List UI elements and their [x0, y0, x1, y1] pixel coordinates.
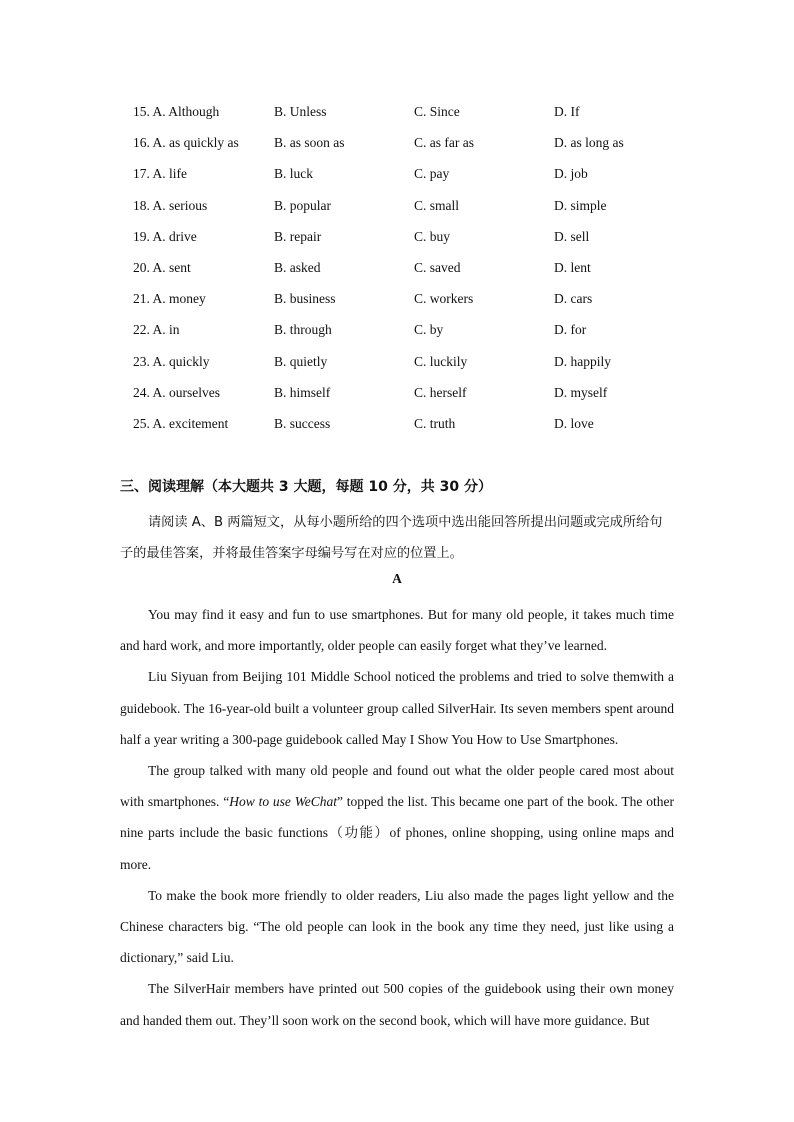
option-c: C. Since — [414, 104, 460, 119]
option-d: D. myself — [554, 384, 608, 400]
option-c: C. workers — [414, 291, 474, 307]
section-instructions: 请阅读 A、B 两篇短文，从每小题所给的四个选项中选出能回答所提出问题或完成所给句子的最佳答案，并将最佳答案字母编号写在对应的位置上。 — [120, 515, 663, 561]
option-row — [133, 413, 693, 444]
option-b: B. Unless — [274, 104, 327, 119]
option-a: 23. A. quickly — [133, 353, 210, 369]
passage-paragraph — [120, 755, 674, 880]
option-row — [133, 288, 693, 319]
option-b: B. business — [274, 291, 336, 307]
option-d: D. as long as — [554, 135, 624, 151]
option-b: B. repair — [274, 228, 322, 244]
option-a: 21. A. money — [133, 291, 206, 307]
option-c: C. small — [414, 197, 460, 213]
option-a: 20. A. sent — [133, 259, 191, 275]
option-b: B. success — [274, 415, 331, 431]
option-c: C. herself — [414, 384, 467, 400]
option-row — [133, 382, 693, 413]
answer-options-list — [133, 101, 693, 444]
option-b: B. popular — [274, 197, 331, 213]
passage-text: ” topped the list. This became one part of the book. The other nine parts include the basic functions（功能）of phones, online shopping, using online maps and more. — [120, 794, 674, 872]
option-c: C. buy — [414, 228, 451, 244]
section-heading: 三、阅读理解（本大题共 3 大题，每题 10 分，共 30 分） — [120, 479, 492, 495]
option-d: D. for — [554, 322, 587, 338]
option-b: B. quietly — [274, 353, 328, 369]
passage-paragraph: The SilverHair members have printed out 500 copies of the guidebook using their own money and handed them out. They’ll soon work on the second book, which will have more guidance. But — [120, 981, 674, 1028]
option-b: B. luck — [274, 166, 313, 182]
option-a: 15. A. Although — [133, 104, 220, 119]
passage-paragraph: To make the book more friendly to older readers, Liu also made the pages light yellow and the Chinese characters big. “The old people can look in the book any time they need, just like using a dictionary,” said Liu. — [120, 887, 674, 966]
passage-a — [120, 599, 674, 1036]
option-d: D. job — [554, 166, 588, 182]
passage-text: Liu Siyuan from Beijing 101 Middle School noticed the problems and tried to solve themwith a guidebook. The 16-year-old built a volunteer group called SilverHair. Its seven members spent around half a year writing a 300-page guidebook called May I Show You How to Use Smartphones. — [120, 669, 674, 747]
option-row — [133, 132, 693, 163]
option-c: C. luckily — [414, 353, 468, 369]
option-a: 25. A. excitement — [133, 415, 229, 431]
option-a: 18. A. serious — [133, 197, 208, 213]
passage-paragraph: You may find it easy and fun to use smartphones. But for many old people, it takes much time and hard work, and more importantly, older people can easily forget what they’ve learned. — [120, 607, 674, 654]
option-row — [133, 319, 693, 350]
option-c: C. as far as — [414, 135, 474, 151]
passage-text: The group talked with many old people and found out what the older people cared most about with smartphones. “ — [120, 763, 674, 810]
option-b: B. through — [274, 322, 332, 338]
option-d: D. cars — [554, 291, 593, 307]
option-row — [133, 257, 693, 288]
option-a: 17. A. life — [133, 166, 187, 182]
option-c: C. pay — [414, 166, 450, 182]
option-a: 19. A. drive — [133, 228, 197, 244]
option-row — [133, 163, 693, 194]
passage-italic-text: How to use WeChat — [229, 794, 337, 810]
option-d: D. lent — [554, 259, 591, 275]
option-row — [133, 101, 693, 132]
option-c: C. by — [414, 322, 444, 338]
option-d: D. happily — [554, 353, 611, 369]
option-a: 24. A. ourselves — [133, 384, 220, 400]
option-row — [133, 351, 693, 382]
option-b: B. asked — [274, 259, 321, 275]
option-a: 22. A. in — [133, 322, 180, 338]
option-c: C. truth — [414, 415, 456, 431]
passage-label: A — [392, 571, 402, 586]
option-b: B. himself — [274, 384, 331, 400]
option-d: D. love — [554, 415, 594, 431]
option-b: B. as soon as — [274, 135, 345, 151]
option-c: C. saved — [414, 259, 461, 275]
option-row — [133, 195, 693, 226]
option-row — [133, 226, 693, 257]
option-a: 16. A. as quickly as — [133, 135, 239, 151]
passage-paragraph — [120, 661, 674, 755]
option-d: D. simple — [554, 197, 607, 213]
option-d: D. sell — [554, 228, 590, 244]
option-d: D. If — [554, 104, 580, 119]
